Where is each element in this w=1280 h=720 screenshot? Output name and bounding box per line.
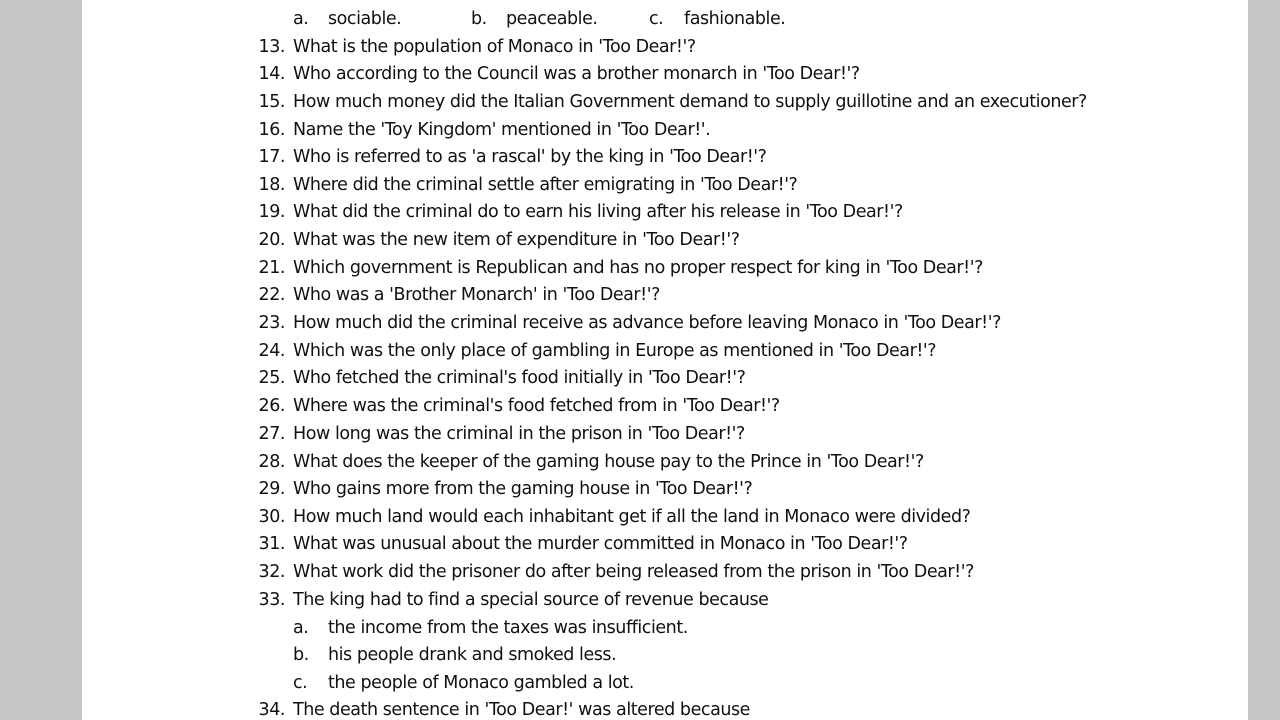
option-letter: b. [293,645,309,665]
option-letter: c. [293,673,308,693]
question-text: How long was the criminal in the prison in 'Too Dear!'? [293,424,745,444]
question-number: 28. [258,452,285,472]
option-letter: b. [471,9,487,29]
question-text: How much money did the Italian Government demand to supply guillotine and an executioner? [293,92,1087,112]
question-number: 30. [258,507,285,527]
question-number: 15. [258,92,285,112]
question-text: Where did the criminal settle after emigrating in 'Too Dear!'? [293,175,798,195]
question-number: 18. [258,175,285,195]
question-text: Where was the criminal's food fetched from in 'Too Dear!'? [293,396,780,416]
option-text: peaceable. [506,9,598,29]
question-number: 16. [258,120,285,140]
question-text: How much land would each inhabitant get if all the land in Monaco were divided? [293,507,971,527]
question-text: Which government is Republican and has no proper respect for king in 'Too Dear!'? [293,258,983,278]
question-number: 29. [258,479,285,499]
question-text: Who is referred to as 'a rascal' by the king in 'Too Dear!'? [293,147,767,167]
question-number: 25. [258,368,285,388]
question-number: 34. [258,700,285,720]
question-number: 24. [258,341,285,361]
question-text: Which was the only place of gambling in Europe as mentioned in 'Too Dear!'? [293,341,937,361]
question-text: Who gains more from the gaming house in 'Too Dear!'? [293,479,753,499]
question-number: 19. [258,202,285,222]
question-text: Who fetched the criminal's food initially in 'Too Dear!'? [293,368,746,388]
question-number: 20. [258,230,285,250]
question-number: 26. [258,396,285,416]
question-number: 23. [258,313,285,333]
option-text: fashionable. [684,9,786,29]
question-number: 14. [258,64,285,84]
question-number: 22. [258,285,285,305]
question-text: Name the 'Toy Kingdom' mentioned in 'Too Dear!'. [293,120,711,140]
question-number: 21. [258,258,285,278]
option-text: sociable. [328,9,402,29]
question-text: What was the new item of expenditure in 'Too Dear!'? [293,230,740,250]
question-text: What work did the prisoner do after being released from the prison in 'Too Dear!'? [293,562,974,582]
question-text: What did the criminal do to earn his living after his release in 'Too Dear!'? [293,202,903,222]
option-text: the income from the taxes was insufficient. [328,618,688,638]
option-text: his people drank and smoked less. [328,645,617,665]
option-letter: c. [649,9,664,29]
option-letter: a. [293,9,309,29]
option-text: the people of Monaco gambled a lot. [328,673,634,693]
question-text: The king had to find a special source of revenue because [293,590,769,610]
document-page [82,0,1248,720]
question-number: 13. [258,37,285,57]
question-text: The death sentence in 'Too Dear!' was altered because [293,700,750,720]
question-number: 32. [258,562,285,582]
option-letter: a. [293,618,309,638]
question-text: Who was a 'Brother Monarch' in 'Too Dear!'? [293,285,660,305]
question-text: What does the keeper of the gaming house pay to the Prince in 'Too Dear!'? [293,452,924,472]
question-text: What was unusual about the murder committed in Monaco in 'Too Dear!'? [293,534,908,554]
question-number: 27. [258,424,285,444]
question-text: What is the population of Monaco in 'Too Dear!'? [293,37,696,57]
question-number: 31. [258,534,285,554]
question-text: How much did the criminal receive as advance before leaving Monaco in 'Too Dear!'? [293,313,1001,333]
question-number: 33. [258,590,285,610]
question-number: 17. [258,147,285,167]
question-text: Who according to the Council was a brother monarch in 'Too Dear!'? [293,64,860,84]
